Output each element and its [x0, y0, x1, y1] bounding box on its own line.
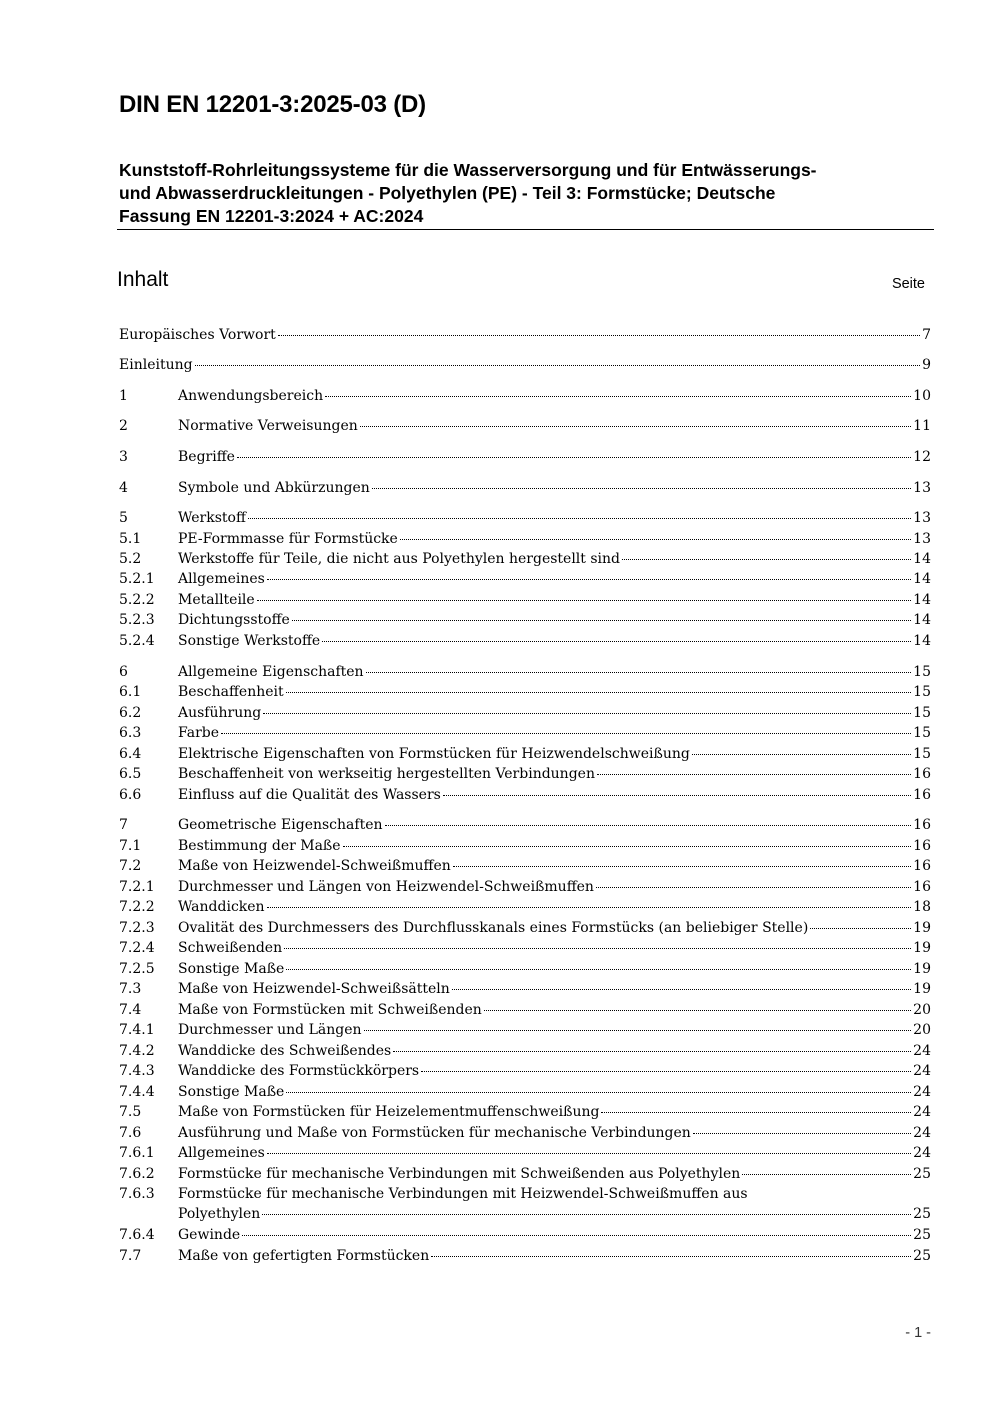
toc-entry[interactable]: [119, 1225, 931, 1245]
toc-entry[interactable]: [119, 877, 931, 897]
toc-entry-title: Formstücke für mechanische Verbindungen mit Schweißenden aus Polyethylen: [178, 1166, 741, 1182]
toc-dot-leader: [421, 1070, 911, 1072]
toc-entry[interactable]: [119, 1102, 931, 1122]
toc-dot-leader: [484, 1009, 911, 1011]
toc-entry-number: 3: [119, 449, 128, 465]
toc-entry-number: 5.1: [119, 531, 142, 547]
toc-entry-title: Farbe: [178, 725, 220, 741]
toc-entry-number: 7.2.3: [119, 920, 155, 936]
toc-entry-page: 14: [913, 592, 931, 608]
toc-entry-page: 14: [913, 551, 931, 567]
toc-entry-number: 7.2: [119, 858, 142, 874]
toc-entry-number: 6.1: [119, 684, 142, 700]
toc-entry-title: Symbole und Abkürzungen: [178, 480, 370, 496]
toc-entry[interactable]: [119, 703, 931, 723]
toc-entry-title: Geometrische Eigenschaften: [178, 817, 383, 833]
toc-entry-page: 14: [913, 571, 931, 587]
toc-entry[interactable]: [119, 508, 931, 528]
toc-entry-number: 5.2: [119, 551, 142, 567]
toc-dot-leader: [452, 988, 911, 990]
toc-entry-title: Maße von gefertigten Formstücken: [178, 1248, 430, 1264]
toc-entry-page: 13: [913, 480, 931, 496]
toc-entry-title: Einleitung: [119, 357, 193, 373]
toc-entry-title: Sonstige Maße: [178, 1084, 285, 1100]
toc-dot-leader: [267, 578, 911, 580]
toc-dot-leader: [385, 824, 912, 826]
toc-entry[interactable]: [119, 529, 931, 549]
toc-entry[interactable]: [119, 1164, 931, 1184]
toc-entry-page: 15: [913, 705, 931, 721]
toc-entry-page: 24: [913, 1104, 931, 1120]
toc-entry[interactable]: [119, 979, 931, 999]
toc-entry-page: 15: [913, 746, 931, 762]
toc-entry[interactable]: [119, 1184, 931, 1225]
toc-entry-page: 9: [922, 357, 931, 373]
toc-entry-page: 13: [913, 510, 931, 526]
toc-dot-leader: [742, 1173, 911, 1175]
toc-entry-number: 7.4: [119, 1002, 142, 1018]
toc-entry-title: Elektrische Eigenschaften von Formstücken für Heizwendelschweißung: [178, 746, 690, 762]
toc-entry-page: 18: [913, 899, 931, 915]
toc-entry-title: Anwendungsbereich: [178, 388, 324, 404]
toc-dot-leader: [286, 1091, 911, 1093]
toc-entry-title: Sonstige Werkstoffe: [178, 633, 321, 649]
toc-dot-leader: [322, 640, 911, 642]
toc-entry-title: Werkstoff: [178, 510, 246, 526]
toc-entry[interactable]: [119, 959, 931, 979]
toc-dot-leader: [237, 456, 911, 458]
toc-entry-number: 6.6: [119, 787, 142, 803]
toc-entry[interactable]: [119, 897, 931, 917]
toc-dot-leader: [343, 845, 912, 847]
toc-dot-leader: [453, 865, 911, 867]
subtitle-line: Kunststoff-Rohrleitungssysteme für die Wasserversorgung und für Entwässerungs-: [119, 160, 817, 180]
toc-entry[interactable]: [119, 1061, 931, 1081]
toc-entry[interactable]: [119, 682, 931, 702]
toc-entry[interactable]: [119, 938, 931, 958]
toc-dot-leader: [262, 1213, 911, 1215]
toc-entry-page: 25: [913, 1248, 931, 1264]
toc-entry-number: 6.2: [119, 705, 142, 721]
toc-entry-title: Allgemeines: [178, 1145, 265, 1161]
toc-entry-title: Schweißenden: [178, 940, 283, 956]
toc-dot-leader: [366, 671, 912, 673]
toc-dot-leader: [286, 691, 912, 693]
toc-dot-leader: [692, 753, 911, 755]
toc-dot-leader: [597, 773, 911, 775]
toc-dot-leader: [195, 364, 921, 366]
toc-dot-leader: [248, 517, 911, 519]
subtitle-line: Fassung EN 12201-3:2024 + AC:2024: [119, 206, 424, 226]
toc-entry[interactable]: [119, 549, 931, 569]
toc-entry-page: 16: [913, 879, 931, 895]
toc-entry-page: 24: [913, 1125, 931, 1141]
toc-entry-title: Wanddicken: [178, 899, 265, 915]
toc-entry-page: 11: [913, 418, 931, 434]
toc-entry-number: 6: [119, 664, 128, 680]
toc-entry[interactable]: [119, 355, 931, 375]
toc-dot-leader: [364, 1029, 912, 1031]
toc-entry-page: 16: [913, 787, 931, 803]
toc-entry-number: 7.2.5: [119, 961, 155, 977]
toc-entry-page: 24: [913, 1043, 931, 1059]
toc-entry-title-continued: Polyethylen: [178, 1206, 261, 1222]
toc-entry-number: 7.5: [119, 1104, 142, 1120]
toc-entry-title: Gewinde: [178, 1227, 241, 1243]
toc-entry-number: 4: [119, 480, 128, 496]
toc-entry[interactable]: [119, 764, 931, 784]
toc-entry-number: 6.3: [119, 725, 142, 741]
subtitle-line: und Abwasserdruckleitungen - Polyethylen (PE) - Teil 3: Formstücke; Deutsche: [119, 183, 776, 203]
toc-entry[interactable]: [119, 836, 931, 856]
toc-entry-title: PE-Formmasse für Formstücke: [178, 531, 398, 547]
toc-entry-page: 7: [922, 327, 931, 343]
toc-entry[interactable]: [119, 723, 931, 743]
toc-dot-leader: [292, 619, 911, 621]
toc-entry[interactable]: [119, 785, 931, 805]
toc-dot-leader: [372, 487, 911, 489]
toc-entry-number: 7.6.4: [119, 1227, 155, 1243]
toc-dot-leader: [622, 558, 911, 560]
toc-entry-number: 7.4.1: [119, 1022, 155, 1038]
toc-entry-page: 19: [913, 940, 931, 956]
toc-entry-page: 19: [913, 920, 931, 936]
toc-entry[interactable]: [119, 856, 931, 876]
toc-dot-leader: [393, 1050, 911, 1052]
toc-entry-title: Maße von Heizwendel-Schweißmuffen: [178, 858, 451, 874]
toc-entry-number: 5.2.4: [119, 633, 155, 649]
toc-entry-page: 16: [913, 766, 931, 782]
toc-entry-number: 7.4.3: [119, 1063, 155, 1079]
toc-heading: Inhalt: [117, 268, 169, 291]
toc-entry-page: 15: [913, 664, 931, 680]
toc-entry-title: Ovalität des Durchmessers des Durchflusskanals eines Formstücks (an beliebiger Stelle): [178, 920, 809, 936]
toc-entry-number: 1: [119, 388, 128, 404]
toc-entry-title: Wanddicke des Formstückkörpers: [178, 1063, 420, 1079]
toc-entry[interactable]: [119, 569, 931, 589]
toc-entry-page: 24: [913, 1063, 931, 1079]
toc-entry-title: Europäisches Vorwort: [119, 327, 276, 343]
toc-entry[interactable]: [119, 1246, 931, 1266]
toc-entry-title: Wanddicke des Schweißendes: [178, 1043, 392, 1059]
toc-dot-leader: [810, 927, 911, 929]
toc-dot-leader: [431, 1255, 911, 1257]
toc-entry[interactable]: [119, 325, 931, 345]
toc-entry-title: Maße von Heizwendel-Schweißsätteln: [178, 981, 450, 997]
toc-entry-page: 16: [913, 817, 931, 833]
toc-entry-page: 25: [913, 1227, 931, 1243]
page-number: - 1 -: [905, 1325, 931, 1341]
toc-entry[interactable]: [119, 447, 931, 467]
toc-dot-leader: [284, 947, 911, 949]
toc-entry-title: Dichtungsstoffe: [178, 612, 290, 628]
toc-dot-leader: [257, 599, 911, 601]
toc-entry[interactable]: [119, 918, 931, 938]
toc-entry-title: Ausführung und Maße von Formstücken für mechanische Verbindungen: [178, 1125, 691, 1141]
toc-entry[interactable]: [119, 478, 931, 498]
toc-entry-title: Durchmesser und Längen: [178, 1022, 362, 1038]
toc-entry-page: 24: [913, 1145, 931, 1161]
toc-entry-number: 7.6.1: [119, 1145, 155, 1161]
toc-entry-number: 5.2.3: [119, 612, 155, 628]
toc-entry-page: 13: [913, 531, 931, 547]
toc-entry-page: 16: [913, 858, 931, 874]
toc-dot-leader: [596, 886, 911, 888]
toc-entry-title: Beschaffenheit von werkseitig hergestellten Verbindungen: [178, 766, 595, 782]
toc-entry[interactable]: [119, 744, 931, 764]
toc-entry-page: 25: [913, 1206, 931, 1222]
toc-entry-title: Werkstoffe für Teile, die nicht aus Polyethylen hergestellt sind: [178, 551, 620, 567]
toc-entry-title: Bestimmung der Maße: [178, 838, 341, 854]
toc-entry-number: 7.4.4: [119, 1084, 155, 1100]
toc-entry[interactable]: [119, 1000, 931, 1020]
toc-dot-leader: [263, 712, 911, 714]
toc-entry-number: 7.2.2: [119, 899, 155, 915]
toc-entry[interactable]: [119, 1143, 931, 1163]
toc-entry-title: Maße von Formstücken mit Schweißenden: [178, 1002, 482, 1018]
toc-entry[interactable]: [119, 631, 931, 651]
toc-entry-page: 20: [913, 1022, 931, 1038]
toc-entry-number: 2: [119, 418, 128, 434]
toc-dot-leader: [278, 334, 920, 336]
toc-entry[interactable]: [119, 815, 931, 835]
toc-entry-number: 7.3: [119, 981, 142, 997]
toc-dot-leader: [693, 1132, 911, 1134]
toc-entry[interactable]: [119, 610, 931, 630]
toc-entry[interactable]: [119, 1123, 931, 1143]
toc-entry-title: Normative Verweisungen: [178, 418, 358, 434]
toc-entry-title: Einfluss auf die Qualität des Wassers: [178, 787, 441, 803]
toc-entry-page: 15: [913, 725, 931, 741]
toc-entry-number: 5.2.1: [119, 571, 155, 587]
toc-entry-number: 7.7: [119, 1248, 142, 1264]
toc-entry-title: Formstücke für mechanische Verbindungen mit Heizwendel-Schweißmuffen aus: [178, 1186, 748, 1202]
toc-entry-number: 7.4.2: [119, 1043, 155, 1059]
toc-entry-page: 24: [913, 1084, 931, 1100]
toc-entry-page: 16: [913, 838, 931, 854]
toc-dot-leader: [286, 968, 911, 970]
toc-entry-number: 6.5: [119, 766, 142, 782]
toc-entry-number: 5: [119, 510, 128, 526]
toc-entry-page: 10: [913, 388, 931, 404]
toc-entry-number: 7.2.4: [119, 940, 155, 956]
toc-dot-leader: [325, 395, 911, 397]
toc-entry-page: 14: [913, 633, 931, 649]
toc-entry[interactable]: [119, 1020, 931, 1040]
toc-entry-page: 19: [913, 961, 931, 977]
toc-entry[interactable]: [119, 1082, 931, 1102]
toc-entry-title: Metallteile: [178, 592, 255, 608]
toc-entry-page: 12: [913, 449, 931, 465]
toc-entry[interactable]: [119, 662, 931, 682]
toc-entry-page: 15: [913, 684, 931, 700]
toc-entry-title: Sonstige Maße: [178, 961, 285, 977]
toc-entry-title: Durchmesser und Längen von Heizwendel-Schweißmuffen: [178, 879, 594, 895]
toc-page-column-label: Seite: [891, 276, 925, 292]
toc-entry-number: 7.2.1: [119, 879, 155, 895]
toc-entry[interactable]: [119, 590, 931, 610]
toc-entry-title: Maße von Formstücken für Heizelementmuffenschweißung: [178, 1104, 600, 1120]
toc-entry[interactable]: [119, 1041, 931, 1061]
toc-entry-title: Begriffe: [178, 449, 235, 465]
toc-entry-title: Allgemeines: [178, 571, 265, 587]
toc-entry-title: Allgemeine Eigenschaften: [178, 664, 364, 680]
toc-entry-title: Beschaffenheit: [178, 684, 284, 700]
toc-entry-number: 7: [119, 817, 128, 833]
toc-entry[interactable]: [119, 416, 931, 436]
toc-entry-page: 19: [913, 981, 931, 997]
toc-entry-page: 14: [913, 612, 931, 628]
toc-entry-number: 5.2.2: [119, 592, 155, 608]
toc-dot-leader: [221, 732, 911, 734]
document-subtitle: [119, 159, 933, 228]
toc-entry-number: 7.1: [119, 838, 142, 854]
toc-dot-leader: [360, 425, 911, 427]
toc-dot-leader: [443, 794, 911, 796]
toc-dot-leader: [601, 1111, 911, 1113]
toc-entry-number: 7.6: [119, 1125, 142, 1141]
toc-entry-number: 6.4: [119, 746, 142, 762]
toc-entry-page: 25: [913, 1166, 931, 1182]
toc-entry-page: 20: [913, 1002, 931, 1018]
toc-entry-number: 7.6.3: [119, 1186, 155, 1202]
toc-entry-number: 7.6.2: [119, 1166, 155, 1182]
toc-dot-leader: [400, 538, 911, 540]
toc-entry[interactable]: [119, 386, 931, 406]
title-divider: [117, 229, 934, 230]
toc-dot-leader: [242, 1234, 911, 1236]
toc-dot-leader: [267, 906, 912, 908]
toc-dot-leader: [267, 1152, 911, 1154]
toc-entry-title: Ausführung: [178, 705, 262, 721]
document-title: DIN EN 12201-3:2025-03 (D): [119, 91, 426, 118]
